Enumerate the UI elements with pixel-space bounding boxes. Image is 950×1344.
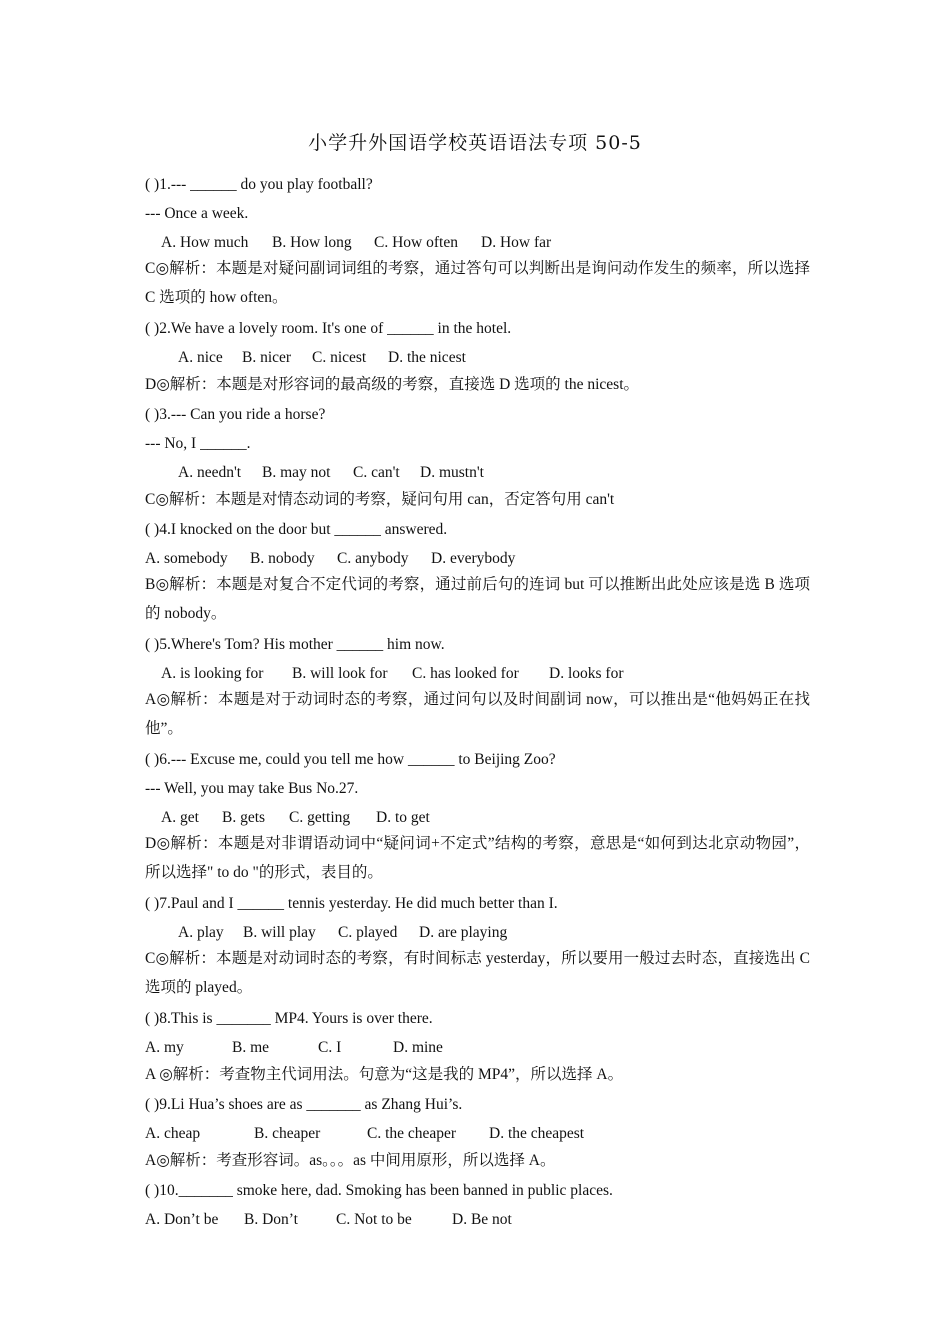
question-4-answer: B◎解析：本题是对复合不定代词的考察，通过前后句的连词 but 可以推断出此处应该是选 B 选项的 nobody。 <box>145 576 810 622</box>
question-5-options <box>161 663 826 685</box>
question-4-options <box>145 548 810 570</box>
option-d: D. to get <box>376 809 430 826</box>
question-8-stem: ( )8.This is _______ MP4. Yours is over there. <box>145 1010 433 1027</box>
question-4-stem: ( )4.I knocked on the door but ______ answered. <box>145 521 448 538</box>
option-c: C. played <box>338 924 398 941</box>
option-d: D. looks for <box>549 665 624 682</box>
option-a: A. my <box>145 1039 184 1056</box>
option-b: B. cheaper <box>254 1125 321 1142</box>
option-b: B. may not <box>262 464 331 481</box>
question-6-stem: ( )6.--- Excuse me, could you tell me how ______ to Beijing Zoo? <box>145 751 556 768</box>
option-c: C. the cheaper <box>367 1125 457 1142</box>
question-8-options <box>145 1037 810 1059</box>
option-b: B. me <box>232 1039 270 1056</box>
page-title: 小学升外国语学校英语语法专项 50-5 <box>308 132 642 154</box>
option-c: C. Not to be <box>336 1211 412 1228</box>
option-a: A. Don’t be <box>145 1211 219 1228</box>
question-1-answer: C◎解析：本题是对疑问副词词组的考察，通过答句可以判断出是询问动作发生的频率，所以选择 C 选项的 how often。 <box>145 260 810 306</box>
question-2-options <box>178 347 843 369</box>
option-d: D. the cheapest <box>489 1125 585 1142</box>
question-5-stem: ( )5.Where's Tom? His mother ______ him now. <box>145 636 445 653</box>
option-d: D. mustn't <box>420 464 484 481</box>
question-10-options <box>145 1209 810 1231</box>
question-7-options <box>178 922 843 944</box>
option-b: B. How long <box>272 234 352 251</box>
option-b: B. gets <box>222 809 266 826</box>
option-c: C. I <box>318 1039 342 1056</box>
option-a: A. needn't <box>178 464 242 481</box>
option-c: C. can't <box>353 464 400 481</box>
option-b: B. will play <box>243 924 316 941</box>
option-b: B. nobody <box>250 550 315 567</box>
option-c: C. has looked for <box>412 665 519 682</box>
option-c: C. anybody <box>337 550 409 567</box>
option-a: A. nice <box>178 349 223 366</box>
question-9-options <box>145 1123 810 1145</box>
option-a: A. cheap <box>145 1125 201 1142</box>
question-1-stem-2: --- Once a week. <box>145 205 249 222</box>
option-c: C. How often <box>374 234 458 251</box>
option-b: B. will look for <box>292 665 388 682</box>
question-10-stem: ( )10._______ smoke here, dad. Smoking has been banned in public places. <box>145 1182 613 1199</box>
option-c: C. getting <box>289 809 351 826</box>
question-7-stem: ( )7.Paul and I ______ tennis yesterday. He did much better than I. <box>145 895 558 912</box>
option-b: B. nicer <box>242 349 292 366</box>
option-a: A. somebody <box>145 550 228 567</box>
question-3-options <box>178 462 843 484</box>
question-1-options <box>161 232 826 254</box>
question-3-stem: ( )3.--- Can you ride a horse? <box>145 406 326 423</box>
question-7-answer: C◎解析：本题是对动词时态的考察，有时间标志 yesterday，所以要用一般过去时态，直接选出 C 选项的 played。 <box>145 950 810 996</box>
option-a: A. How much <box>161 234 249 251</box>
question-9-answer: A◎解析：考查形容词。as。。。as 中间用原形，所以选择 A。 <box>145 1152 556 1169</box>
question-6-answer: D◎解析：本题是对非谓语动词中“疑问词+不定式”结构的考察，意思是“如何到达北京动物园”，所以选择" to do "的形式，表目的。 <box>145 835 810 881</box>
question-5-answer: A◎解析：本题是对于动词时态的考察，通过问句以及时间副词 now，可以推出是“他妈妈正在找他”。 <box>145 691 810 737</box>
question-6-options <box>161 807 826 829</box>
question-8-answer: A ◎解析：考查物主代词用法。句意为“这是我的 MP4”，所以选择 A。 <box>145 1066 624 1083</box>
option-a: A. get <box>161 809 199 826</box>
option-d: D. are playing <box>419 924 508 941</box>
option-a: A. is looking for <box>161 665 264 682</box>
question-6-stem-2: --- Well, you may take Bus No.27. <box>145 780 359 797</box>
option-d: D. the nicest <box>388 349 466 366</box>
question-1-stem: ( )1.--- ______ do you play football? <box>145 176 373 193</box>
option-d: D. mine <box>393 1039 443 1056</box>
option-b: B. Don’t <box>244 1211 298 1228</box>
question-9-stem: ( )9.Li Hua’s shoes are as _______ as Zhang Hui’s. <box>145 1096 463 1113</box>
option-d: D. How far <box>481 234 552 251</box>
option-d: D. everybody <box>431 550 516 567</box>
option-a: A. play <box>178 924 224 941</box>
option-d: D. Be not <box>452 1211 512 1228</box>
question-3-stem-2: --- No, I ______. <box>145 435 251 452</box>
question-2-stem: ( )2.We have a lovely room. It's one of ______ in the hotel. <box>145 320 512 337</box>
question-3-answer: C◎解析：本题是对情态动词的考察，疑问句用 can，否定答句用 can't <box>145 491 615 508</box>
option-c: C. nicest <box>312 349 367 366</box>
question-2-answer: D◎解析：本题是对形容词的最高级的考察，直接选 D 选项的 the nicest。 <box>145 376 640 393</box>
